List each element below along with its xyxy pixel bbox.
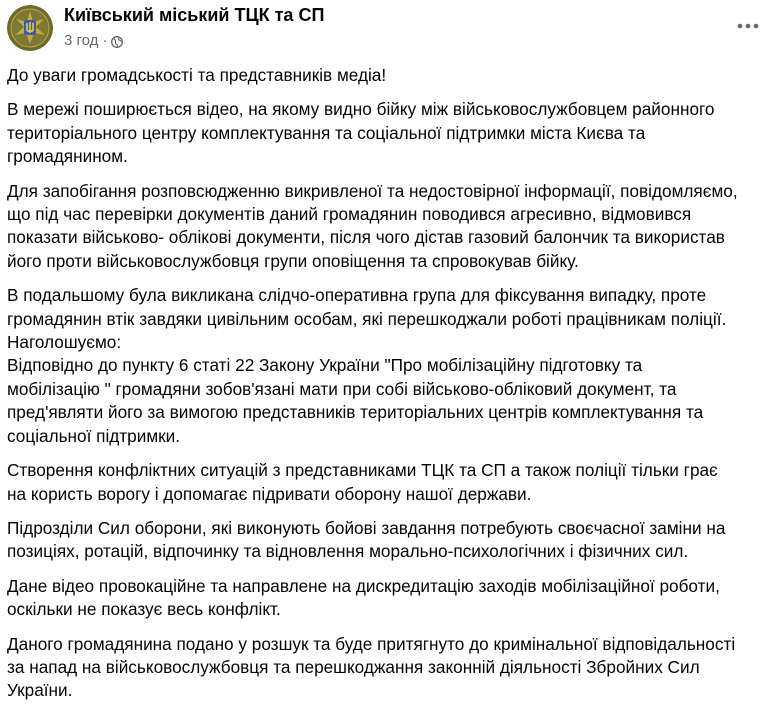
post-text-line: В подальшому була викликана слідчо-оперативна група для фіксування випадку, проте [7, 285, 707, 306]
more-horizontal-icon [736, 23, 760, 29]
post-text-line: Наголошуємо: [7, 332, 122, 353]
post-text-line: оскільки не показує весь конфлікт. [7, 599, 281, 620]
post-paragraph [7, 284, 775, 448]
post-text-line: соціальної підтримки. [7, 425, 181, 446]
post-meta [64, 32, 123, 49]
post-paragraph [7, 575, 775, 622]
post-text-line: Для запобігання розповсюдженню викривленої та недостовірної інформації, повідомляємо, [7, 180, 738, 201]
separator-dot: · [102, 32, 108, 49]
post-text-line: показати військово- облікові документи, після чого дістав газовий балончик та використав [7, 227, 725, 248]
post-paragraph [7, 180, 775, 274]
emblem-logo-icon [7, 5, 53, 51]
post-text-line: України. [7, 680, 73, 701]
globe-icon [111, 35, 123, 47]
post-paragraph [7, 517, 775, 564]
post-text-line: на користь ворогу і допомагає підривати оборону нашої держави. [7, 483, 532, 504]
post-paragraph [7, 98, 775, 168]
post-text-line: пред'являти його за вимогою представників територіальних центрів комплектування та [7, 402, 704, 423]
more-options-button[interactable] [730, 8, 766, 44]
post-text-line: що під час перевірки документів даний громадянин поводився агресивно, відмовився [7, 204, 692, 225]
post-header [0, 0, 780, 60]
post-time[interactable]: 3 год [64, 32, 99, 49]
post-text-line: Підрозділи Сил оборони, які виконують бойові завдання потребують своєчасної заміни на [7, 517, 726, 538]
post-text-line: територіального центру комплектування та соціальної підтримки міста Києва та [7, 122, 646, 143]
post-paragraph [7, 64, 775, 87]
post-text-line: До уваги громадськості та представників медіа! [7, 65, 387, 85]
post-text-line: громадянин втік завдяки цивільним особам, які перешкоджали роботі працівникам поліції. [7, 308, 727, 329]
page-name[interactable]: Київський міський ТЦК та СП [64, 5, 325, 25]
post-text-line: позиціях, ротацій, відпочинку та відновлення морально-психологічних і фізичних сил. [7, 541, 689, 562]
post-text [7, 64, 775, 714]
post-text-line: Дане відео провокаційне та направлене на дискредитацію заходів мобілізаційної роботи, [7, 575, 720, 596]
post-paragraph [7, 633, 775, 703]
avatar[interactable] [7, 5, 53, 51]
post-text-line: Відповідно до пункту 6 статі 22 Закону України "Про мобілізаційну підготовку та [7, 355, 643, 376]
post-text-line: мобілізацію " громадяни зобов'язані мати при собі військово-обліковий документ, та [7, 378, 677, 399]
post-text-line: В мережі поширюється відео, на якому видно бійку між військовослужбовцем районного [7, 99, 715, 120]
post-text-line: Даного громадянина подано у розшук та буде притягнуто до кримінальної відповідальності [7, 633, 736, 654]
post-text-line: Створення конфліктних ситуацій з представниками ТЦК та СП а також поліції тільки грає [7, 460, 718, 481]
post-text-line: його проти військовослужбовця групи оповіщення та спровокував бійку. [7, 250, 579, 271]
post-paragraph [7, 459, 775, 506]
post-text-line: громадянином. [7, 146, 128, 167]
post-text-line: за напад на військовослужбовця та перешкоджання законній діяльності Збройних Сил [7, 656, 700, 677]
